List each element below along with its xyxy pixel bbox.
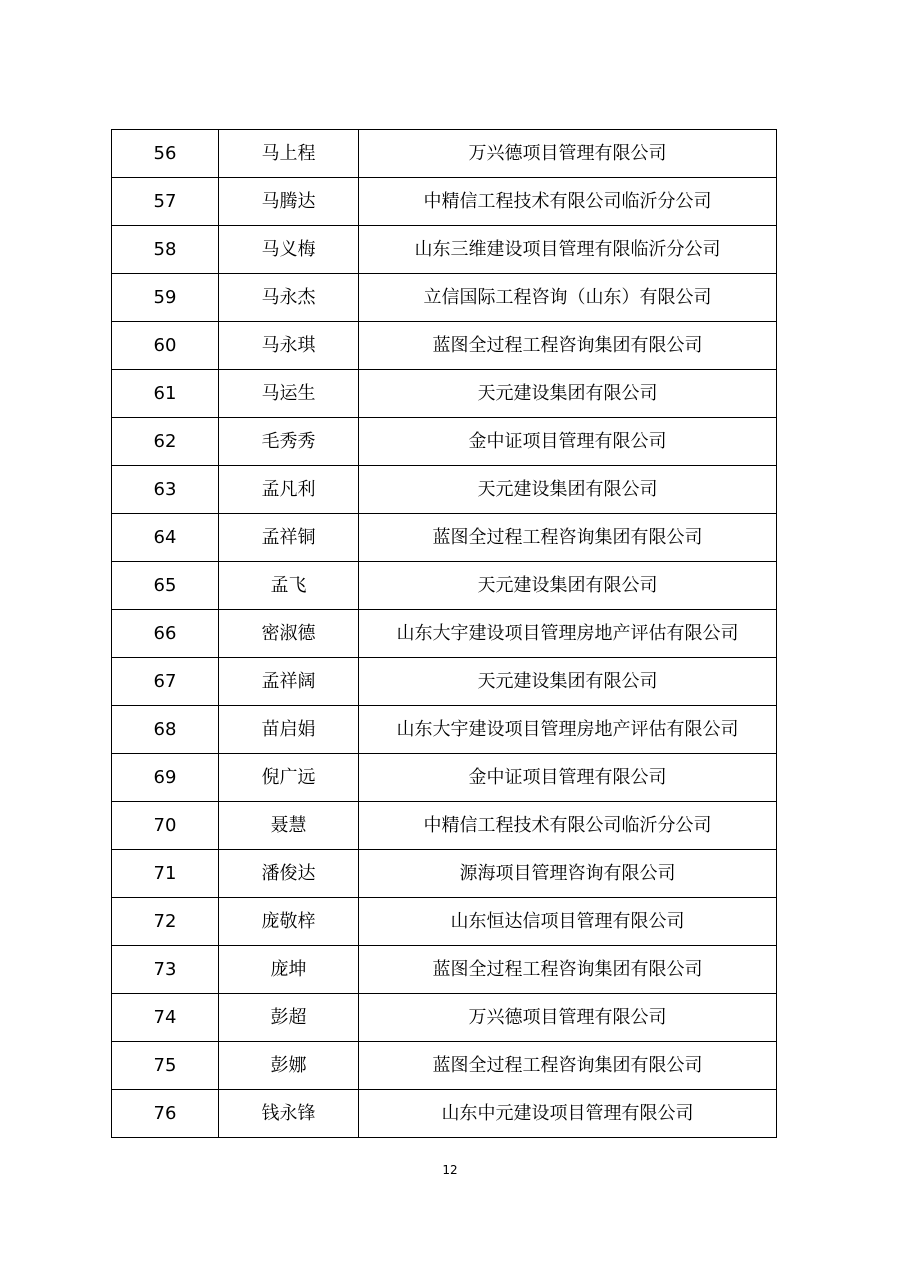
- table-row: [112, 994, 777, 1042]
- roster-table: [111, 129, 777, 1138]
- company-name-cell: 天元建设集团有限公司: [359, 658, 777, 706]
- company-name-cell: 蓝图全过程工程咨询集团有限公司: [359, 1042, 777, 1090]
- company-name-cell: 山东三维建设项目管理有限临沂分公司: [359, 226, 777, 274]
- company-name-cell: 立信国际工程咨询（山东）有限公司: [359, 274, 777, 322]
- person-name-cell: 苗启娟: [219, 706, 359, 754]
- company-name-cell: 天元建设集团有限公司: [359, 370, 777, 418]
- company-name-cell: 蓝图全过程工程咨询集团有限公司: [359, 322, 777, 370]
- row-number-cell: 64: [112, 514, 219, 562]
- table-row: [112, 562, 777, 610]
- row-number-cell: 57: [112, 178, 219, 226]
- person-name-cell: 毛秀秀: [219, 418, 359, 466]
- person-name-cell: 孟飞: [219, 562, 359, 610]
- company-name-cell: 金中证项目管理有限公司: [359, 418, 777, 466]
- table-row: [112, 130, 777, 178]
- table-row: [112, 370, 777, 418]
- row-number-cell: 74: [112, 994, 219, 1042]
- table-row: [112, 658, 777, 706]
- table-row: [112, 850, 777, 898]
- company-name-cell: 源海项目管理咨询有限公司: [359, 850, 777, 898]
- row-number-cell: 56: [112, 130, 219, 178]
- row-number-cell: 71: [112, 850, 219, 898]
- roster-table-body: [112, 130, 777, 1138]
- person-name-cell: 马上程: [219, 130, 359, 178]
- table-row: [112, 1042, 777, 1090]
- table-row: [112, 514, 777, 562]
- person-name-cell: 庞敬梓: [219, 898, 359, 946]
- table-row: [112, 706, 777, 754]
- row-number-cell: 58: [112, 226, 219, 274]
- row-number-cell: 63: [112, 466, 219, 514]
- row-number-cell: 60: [112, 322, 219, 370]
- page-number: 12: [442, 1163, 458, 1177]
- table-row: [112, 274, 777, 322]
- person-name-cell: 马腾达: [219, 178, 359, 226]
- table-row: [112, 898, 777, 946]
- table-row: [112, 610, 777, 658]
- company-name-cell: 金中证项目管理有限公司: [359, 754, 777, 802]
- person-name-cell: 钱永锋: [219, 1090, 359, 1138]
- row-number-cell: 70: [112, 802, 219, 850]
- row-number-cell: 62: [112, 418, 219, 466]
- person-name-cell: 彭娜: [219, 1042, 359, 1090]
- person-name-cell: 彭超: [219, 994, 359, 1042]
- person-name-cell: 马永杰: [219, 274, 359, 322]
- company-name-cell: 山东中元建设项目管理有限公司: [359, 1090, 777, 1138]
- row-number-cell: 59: [112, 274, 219, 322]
- person-name-cell: 马运生: [219, 370, 359, 418]
- table-row: [112, 322, 777, 370]
- person-name-cell: 马义梅: [219, 226, 359, 274]
- table-row: [112, 946, 777, 994]
- company-name-cell: 天元建设集团有限公司: [359, 562, 777, 610]
- row-number-cell: 75: [112, 1042, 219, 1090]
- row-number-cell: 67: [112, 658, 219, 706]
- row-number-cell: 69: [112, 754, 219, 802]
- company-name-cell: 中精信工程技术有限公司临沂分公司: [359, 178, 777, 226]
- table-row: [112, 226, 777, 274]
- row-number-cell: 65: [112, 562, 219, 610]
- person-name-cell: 马永琪: [219, 322, 359, 370]
- row-number-cell: 68: [112, 706, 219, 754]
- row-number-cell: 72: [112, 898, 219, 946]
- company-name-cell: 山东恒达信项目管理有限公司: [359, 898, 777, 946]
- person-name-cell: 孟凡利: [219, 466, 359, 514]
- table-row: [112, 802, 777, 850]
- table-row: [112, 754, 777, 802]
- table-row: [112, 1090, 777, 1138]
- person-name-cell: 密淑德: [219, 610, 359, 658]
- row-number-cell: 61: [112, 370, 219, 418]
- company-name-cell: 蓝图全过程工程咨询集团有限公司: [359, 514, 777, 562]
- company-name-cell: 山东大宇建设项目管理房地产评估有限公司: [359, 706, 777, 754]
- person-name-cell: 孟祥铜: [219, 514, 359, 562]
- company-name-cell: 山东大宇建设项目管理房地产评估有限公司: [359, 610, 777, 658]
- table-row: [112, 466, 777, 514]
- company-name-cell: 蓝图全过程工程咨询集团有限公司: [359, 946, 777, 994]
- table-row: [112, 418, 777, 466]
- person-name-cell: 孟祥阔: [219, 658, 359, 706]
- row-number-cell: 76: [112, 1090, 219, 1138]
- person-name-cell: 聂慧: [219, 802, 359, 850]
- company-name-cell: 万兴德项目管理有限公司: [359, 130, 777, 178]
- person-name-cell: 倪广远: [219, 754, 359, 802]
- company-name-cell: 天元建设集团有限公司: [359, 466, 777, 514]
- row-number-cell: 66: [112, 610, 219, 658]
- company-name-cell: 中精信工程技术有限公司临沂分公司: [359, 802, 777, 850]
- person-name-cell: 潘俊达: [219, 850, 359, 898]
- company-name-cell: 万兴德项目管理有限公司: [359, 994, 777, 1042]
- person-name-cell: 庞坤: [219, 946, 359, 994]
- row-number-cell: 73: [112, 946, 219, 994]
- table-row: [112, 178, 777, 226]
